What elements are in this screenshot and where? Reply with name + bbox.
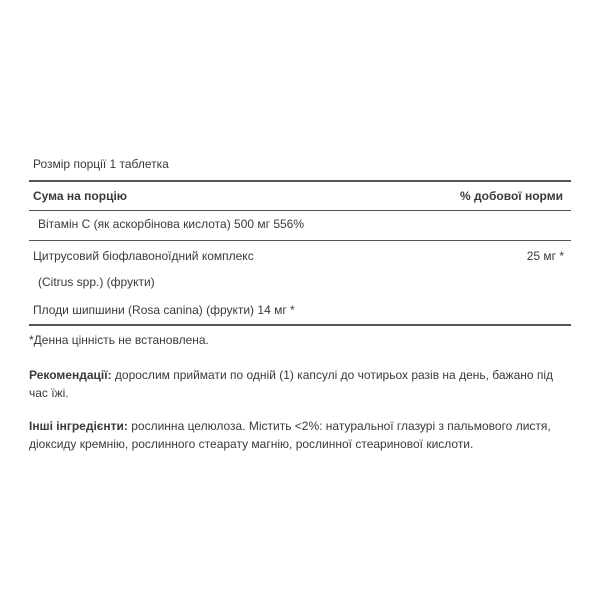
row-citrus-source: (Citrus spp.) (фрукти) bbox=[38, 275, 155, 289]
other-ingredients-text: рослинна целюлоза. Містить <2%: натуральної глазурі з пальмового листя, діоксиду кремнію, рослинного стеарату магнію, рослинної стеаринової кислоти. bbox=[29, 419, 551, 451]
recommendations-paragraph bbox=[29, 366, 574, 402]
other-ingredients-paragraph bbox=[29, 417, 574, 453]
recommendations-text: дорослим приймати по одній (1) капсулі до чотирьох разів на день, бажано під час їжі. bbox=[29, 368, 554, 400]
divider-bottom bbox=[29, 324, 571, 326]
daily-value-header: % добової норми bbox=[460, 189, 563, 203]
row-citrus-complex: Цитрусовий біофлавоноїдний комплекс bbox=[33, 249, 254, 263]
recommendations-label: Рекомендації: bbox=[29, 368, 112, 382]
divider-header bbox=[29, 210, 571, 211]
other-ingredients-label: Інші інгредієнти: bbox=[29, 419, 128, 433]
serving-size: Розмір порції 1 таблетка bbox=[33, 157, 169, 171]
row-vitamin-c: Вітамін С (як аскорбінова кислота) 500 мг 556% bbox=[38, 217, 305, 231]
row-citrus-complex-amount: 25 мг * bbox=[526, 249, 564, 263]
footnote: *Денна цінність не встановлена. bbox=[29, 333, 209, 347]
row-rose-hips: Плоди шипшини (Rosa canina) (фрукти) 14 мг * bbox=[33, 303, 295, 317]
divider-row bbox=[29, 240, 571, 241]
amount-per-serving-header: Сума на порцію bbox=[33, 189, 128, 203]
divider-thick bbox=[29, 180, 571, 182]
